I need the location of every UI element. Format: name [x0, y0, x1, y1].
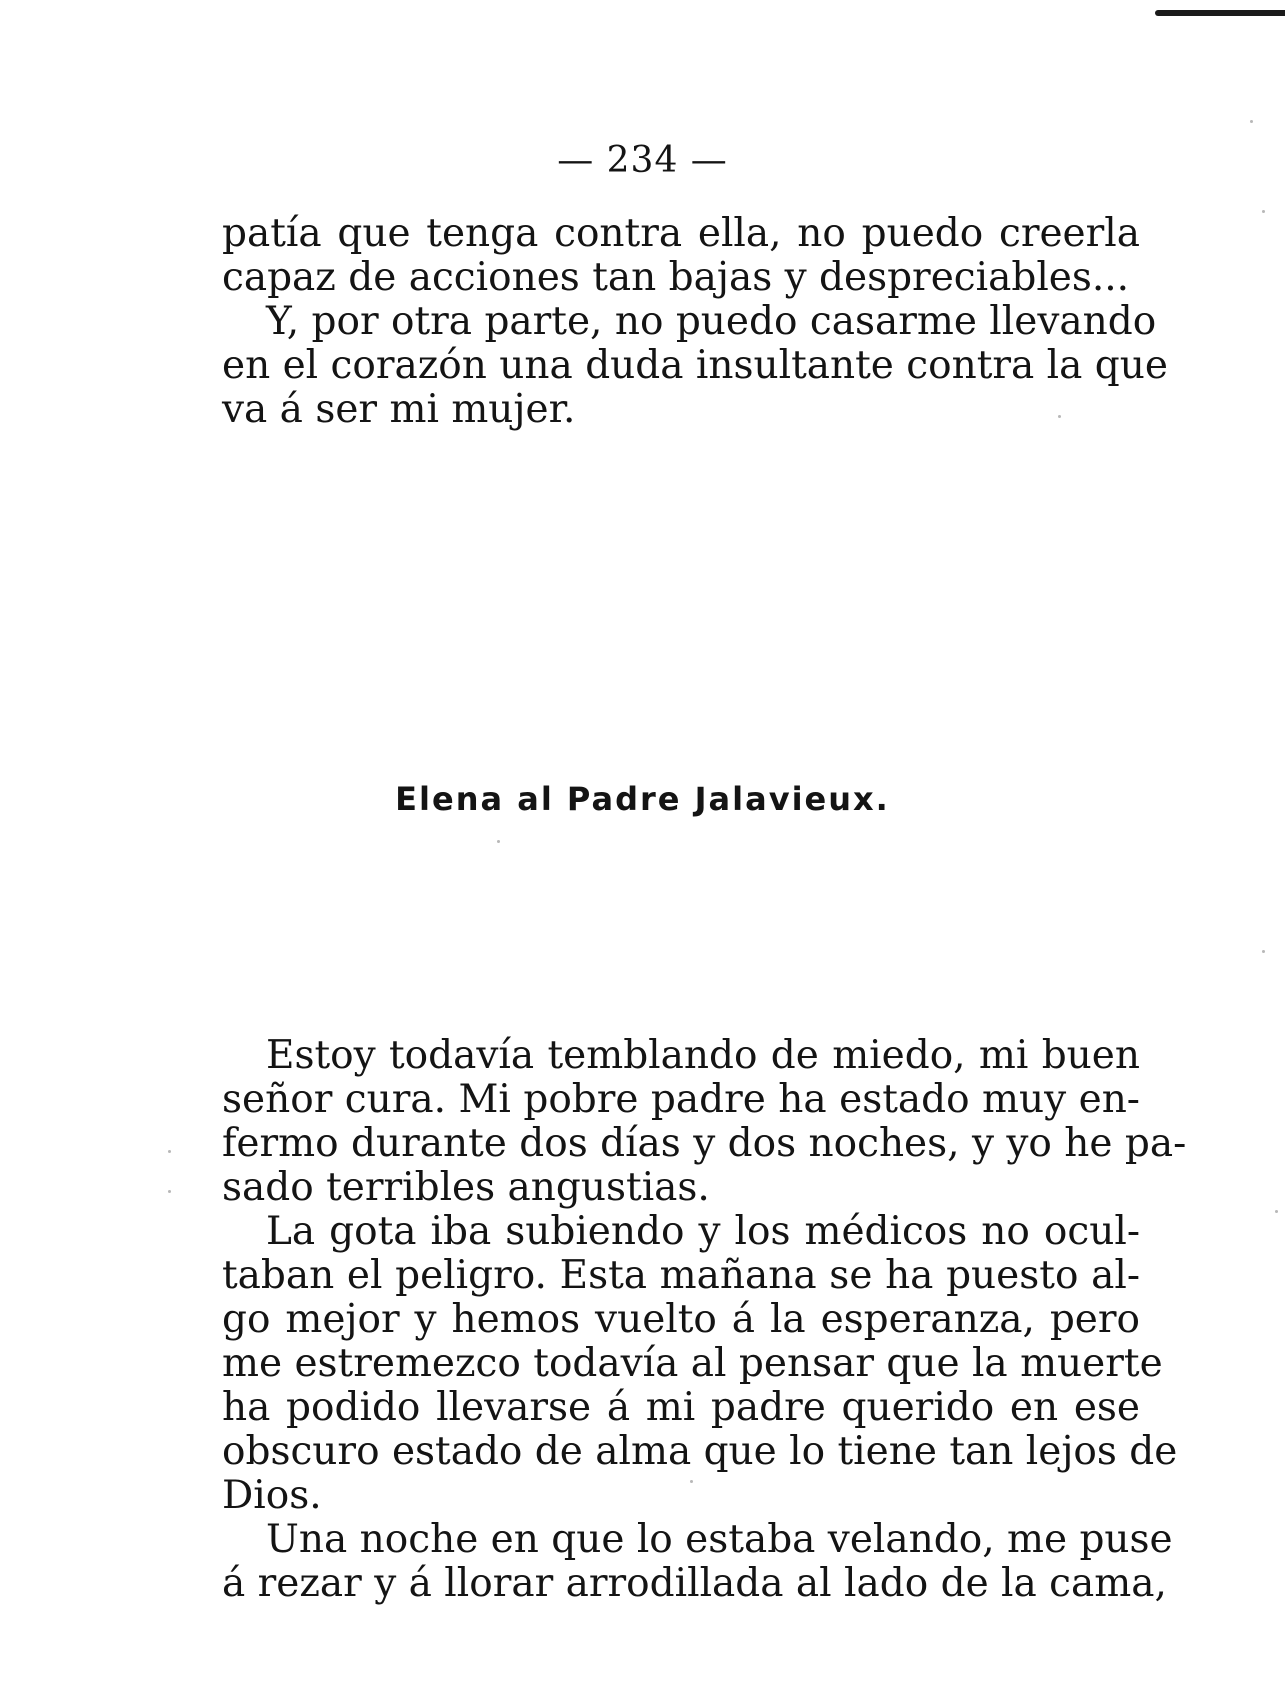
- text-line: taban el peligro. Esta mañana se ha puesto al-: [222, 1253, 1140, 1298]
- text-line: obscuro estado de alma que lo tiene tan lejos de: [222, 1429, 1178, 1474]
- text-line: sado terribles angustias.: [222, 1165, 710, 1210]
- text-line: Estoy todavía temblando de miedo, mi buen: [266, 1033, 1140, 1078]
- letter-heading: Elena al Padre Jalavieux.: [395, 780, 890, 818]
- text-line: capaz de acciones tan bajas y despreciables...: [222, 255, 1130, 300]
- text-line: á rezar y á llorar arrodillada al lado de la cama,: [222, 1561, 1167, 1606]
- text-line: me estremezco todavía al pensar que la muerte: [222, 1341, 1163, 1386]
- scan-speck: [497, 840, 500, 843]
- text-line: La gota iba subiendo y los médicos no ocul-: [266, 1209, 1140, 1254]
- text-line: go mejor y hemos vuelto á la esperanza, pero: [222, 1297, 1140, 1342]
- text-block-bottom: [222, 1033, 1187, 1606]
- scan-edge-mark: [1155, 10, 1285, 16]
- text-block-top: [222, 211, 1168, 432]
- scan-speck: [168, 1150, 171, 1153]
- scan-speck: [1275, 1210, 1278, 1213]
- scan-speck: [1250, 120, 1253, 123]
- scan-speck: [168, 1190, 171, 1193]
- text-line: Y, por otra parte, no puedo casarme llevando: [266, 299, 1157, 344]
- text-line: va á ser mi mujer.: [222, 387, 576, 432]
- text-line: patía que tenga contra ella, no puedo creerla: [222, 211, 1140, 256]
- text-line: Dios.: [222, 1473, 322, 1518]
- page-number: — 234 —: [557, 140, 728, 181]
- text-line: señor cura. Mi pobre padre ha estado muy en-: [222, 1077, 1140, 1122]
- scan-speck: [690, 1480, 693, 1483]
- text-line: en el corazón una duda insultante contra la que: [222, 343, 1168, 388]
- text-line: fermo durante dos días y dos noches, y yo he pa-: [222, 1121, 1187, 1166]
- text-line: ha podido llevarse á mi padre querido en ese: [222, 1385, 1140, 1430]
- scan-speck: [1058, 415, 1061, 418]
- text-line: Una noche en que lo estaba velando, me puse: [266, 1517, 1173, 1562]
- scan-speck: [1262, 950, 1265, 953]
- scan-speck: [1262, 210, 1265, 213]
